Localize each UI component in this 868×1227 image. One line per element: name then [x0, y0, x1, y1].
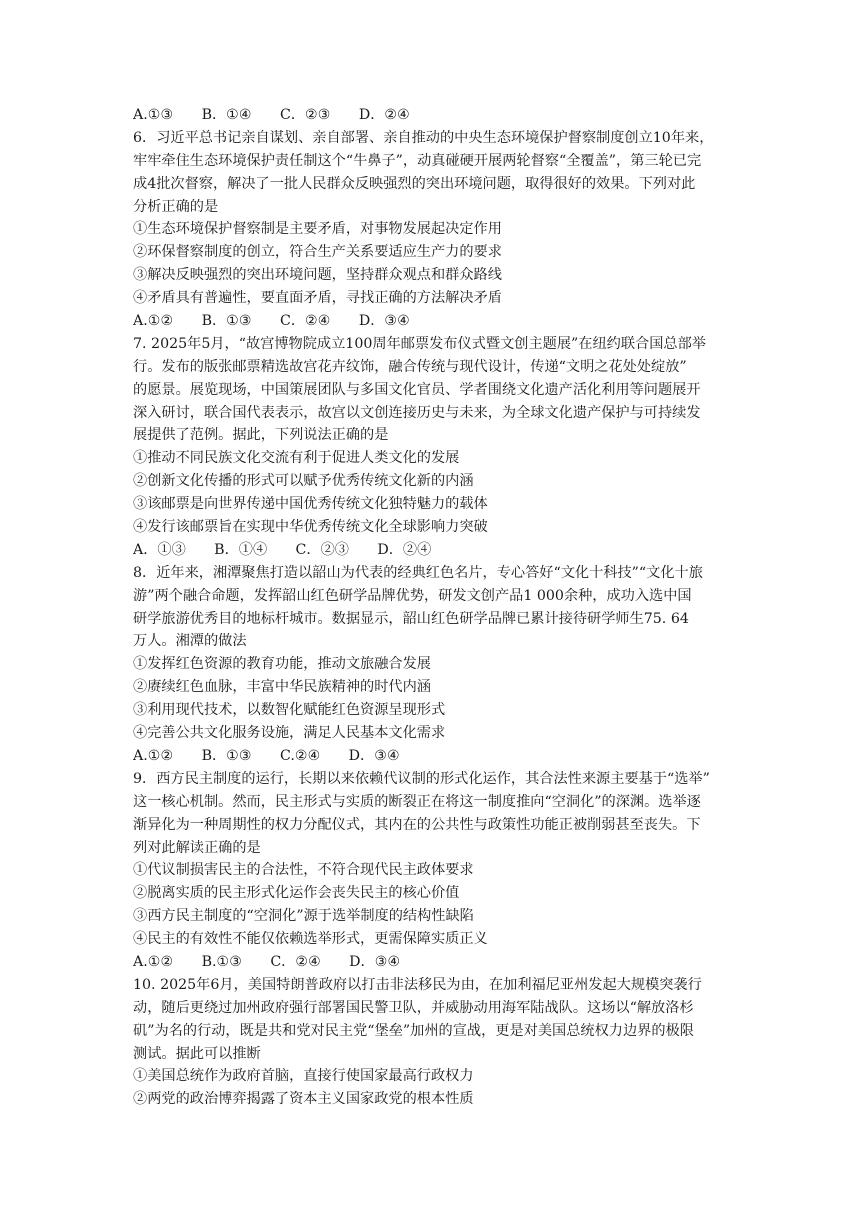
q9-statement-1: ①代议制损害民主的合法性，不符合现代民主政体要求: [133, 862, 474, 879]
q7-statement-4: ④发行该邮票旨在实现中华优秀传统文化全球影响力突破: [133, 519, 488, 536]
q6-options: A.①② B．①③ C．②④ D．③④: [133, 313, 410, 330]
q8-options: A.①② B．①③ C.②④ D．③④: [133, 747, 400, 764]
q8-stem-line-4: 万人。湘潭的做法: [133, 633, 247, 650]
q8-statement-2: ②赓续红色血脉，丰富中华民族精神的时代内涵: [133, 679, 431, 696]
q9-stem-line-1: 9．西方民主制度的运行，长期以来依赖代议制的形式化运作，其合法性来源主要基于“选举”: [133, 770, 710, 787]
q8-stem-line-2: 游”两个融合命题，发挥韶山红色研学品牌优势，研发文创产品1 000余种，成功入选中国: [133, 587, 692, 604]
q6-statement-2: ②环保督察制度的创立，符合生产关系要适应生产力的要求: [133, 244, 502, 261]
q6-stem-line-2: 牢牢牵住生态环境保护责任制这个“牛鼻子”，动真碰硬开展两轮督察“全覆盖”，第三轮已完: [133, 152, 702, 169]
q8-statement-3: ③利用现代技术，以数智化赋能红色资源呈现形式: [133, 702, 446, 719]
q6-stem-line-1: 6．习近平总书记亲自谋划、亲自部署、亲自推动的中央生态环境保护督察制度创立10年来，: [133, 129, 714, 146]
q6-stem-line-4: 分析正确的是: [133, 198, 219, 215]
q7-stem-line-1: 7. 2025年5月，“故宫博物院成立100周年邮票发布仪式暨文创主题展”在纽约联合国总部举: [133, 335, 706, 352]
q10-stem-line-2: 动，随后更绕过加州政府强行部署国民警卫队，并威胁动用海军陆战队。这场以“解放洛杉: [133, 999, 694, 1016]
q9-statement-2: ②脱离实质的民主形式化运作会丧失民主的核心价值: [133, 885, 460, 902]
q9-stem-line-3: 渐异化为一种周期性的权力分配仪式，其内在的公共性与政策性功能正被削弱甚至丧失。下: [133, 816, 701, 833]
q10-statement-1: ①美国总统作为政府首脑，直接行使国家最高行政权力: [133, 1068, 474, 1085]
q9-statement-4: ④民主的有效性不能仅依赖选举形式，更需保障实质正义: [133, 931, 488, 948]
q6-statement-1: ①生态环境保护督察制是主要矛盾，对事物发展起决定作用: [133, 221, 502, 238]
q8-statement-1: ①发挥红色资源的教育功能，推动文旅融合发展: [133, 656, 431, 673]
q7-stem-line-4: 深入研讨，联合国代表表示，故宫以文创连接历史与未来，为全球文化遗产保护与可持续发: [133, 404, 701, 421]
q6-statement-3: ③解决反映强烈的突出环境问题，坚持群众观点和群众路线: [133, 267, 502, 284]
q10-stem-line-1: 10. 2025年6月，美国特朗普政府以打击非法移民为由，在加利福尼亚州发起大规模突袭行: [133, 976, 702, 993]
q8-statement-4: ④完善公共文化服务设施，满足人民基本文化需求: [133, 725, 446, 742]
q10-stem-line-3: 矶”为名的行动，既是共和党对民主党“堡垒”加州的宣战，更是对美国总统权力边界的极限: [133, 1022, 694, 1039]
q9-stem-line-2: 这一核心机制。然而，民主形式与实质的断裂正在将这一制度推向“空洞化”的深渊。选举逐: [133, 793, 701, 810]
q7-statement-2: ②创新文化传播的形式可以赋予优秀传统文化新的内涵: [133, 473, 474, 490]
q5-options: A.①③ B．①④ C．②③ D．②④: [133, 107, 410, 123]
q9-stem-line-4: 列对此解读正确的是: [133, 839, 261, 856]
q7-options: A．①③ B．①④ C．②③ D．②④: [133, 541, 432, 558]
q10-statement-2: ②两党的政治博弈揭露了资本主义国家政党的根本性质: [133, 1091, 474, 1108]
q8-stem-line-1: 8．近年来，湘潭聚焦打造以韶山为代表的经典红色名片，专心答好“文化十科技”“文化十旅: [133, 564, 703, 581]
q9-options: A.①② B.①③ C．②④ D．③④: [133, 953, 401, 970]
q7-statement-1: ①推动不同民族文化交流有利于促进人类文化的发展: [133, 450, 460, 467]
q7-stem-line-2: 行。发布的版张邮票精选故宫花卉纹饰，融合传统与现代设计，传递“文明之花处处绽放”: [133, 358, 687, 375]
q7-stem-line-5: 展提供了范例。据此，下列说法正确的是: [133, 427, 389, 444]
q7-stem-line-3: 的愿景。展览现场，中国策展团队与多国文化官员、学者围绕文化遗产活化利用等问题展开: [133, 381, 701, 398]
q6-stem-line-3: 成4批次督察，解决了一批人民群众反映强烈的突出环境问题，取得很好的效果。下列对此: [133, 175, 696, 192]
q7-statement-3: ③该邮票是向世界传递中国优秀传统文化独特魅力的载体: [133, 496, 488, 513]
q10-stem-line-4: 测试。据此可以推断: [133, 1045, 261, 1062]
q9-statement-3: ③西方民主制度的“空洞化”源于选举制度的结构性缺陷: [133, 908, 474, 925]
q6-statement-4: ④矛盾具有普遍性，要直面矛盾，寻找正确的方法解决矛盾: [133, 290, 502, 307]
q8-stem-line-3: 研学旅游优秀目的地标杆城市。数据显示，韶山红色研学品牌已累计接待研学师生75. 64: [133, 610, 689, 627]
